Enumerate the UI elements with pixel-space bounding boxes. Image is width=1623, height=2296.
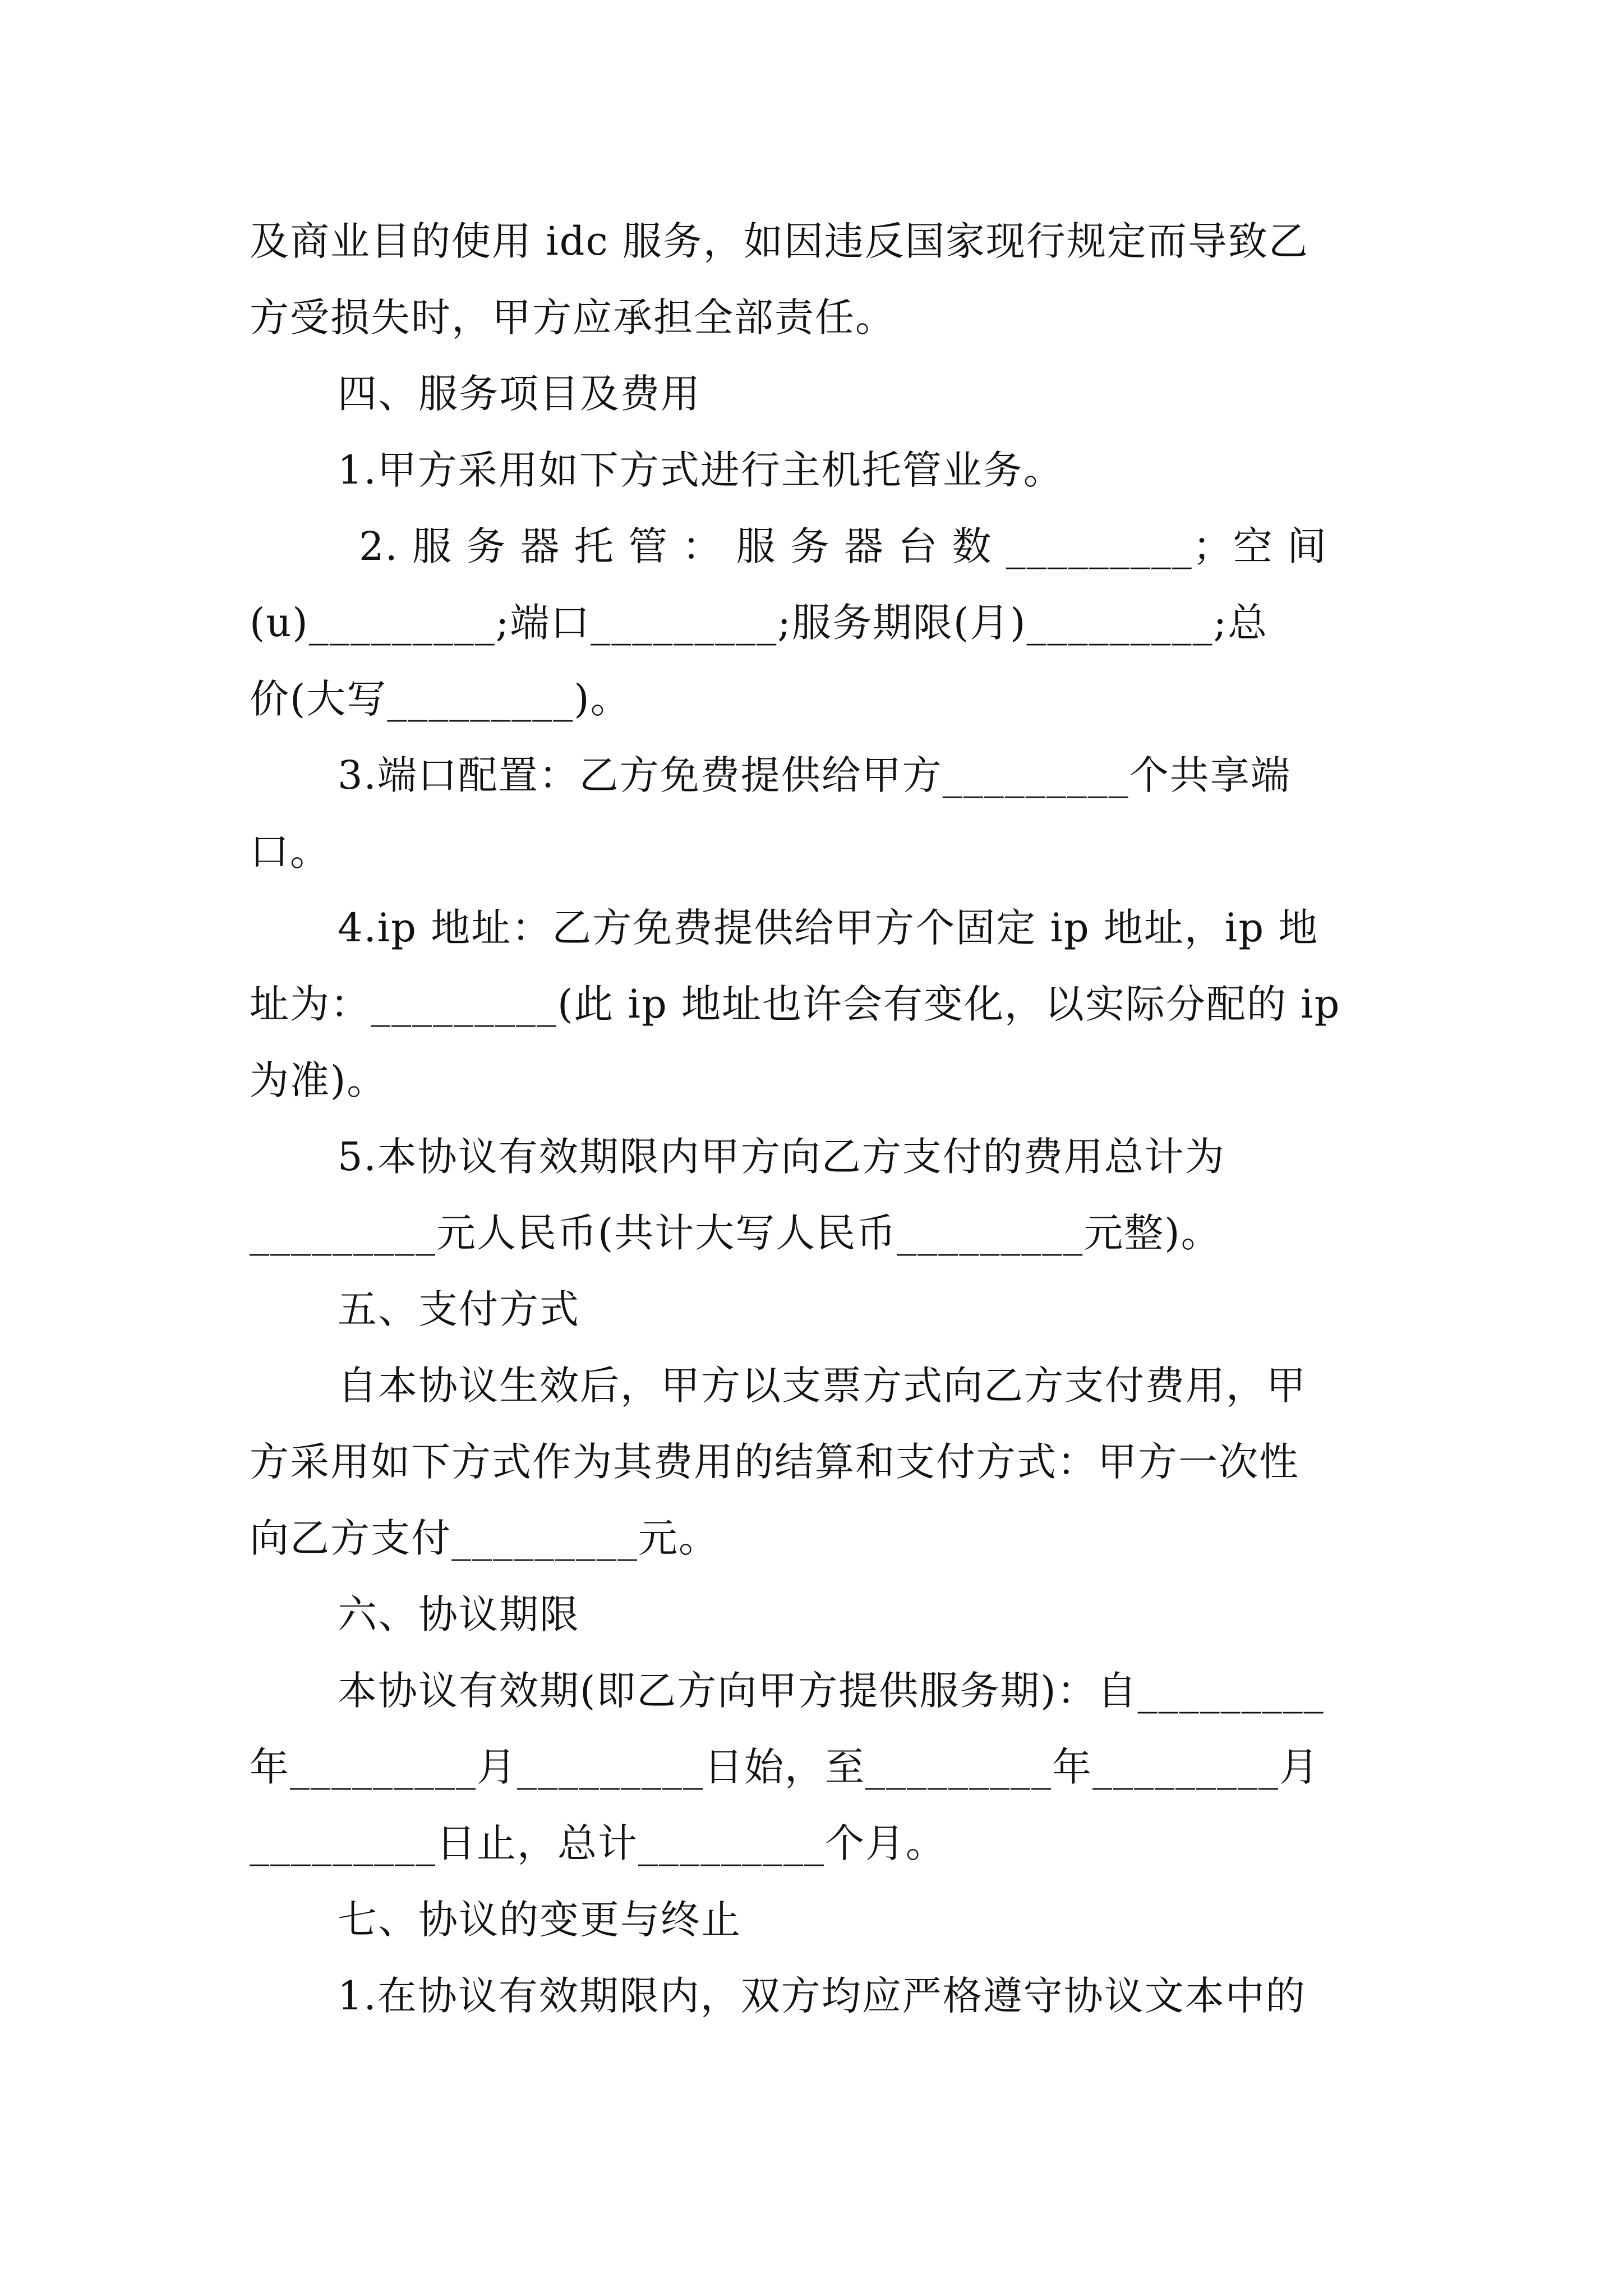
text-line-11: 址为：_________(此 ip 地址也许会有变化，以实际分配的 ip <box>250 981 1341 1027</box>
text-line-13: 5.本协议有效期限内甲方向乙方支付的费用总计为 <box>338 1134 1225 1180</box>
text-line-18: 向乙方支付_________元。 <box>250 1515 719 1561</box>
text-line-2: 方受损失时，甲方应承担全部责任。 <box>250 295 896 341</box>
text-line-5: 2. 服 务 器 托 管 ： 服 务 器 台 数 _________；空 间 <box>359 523 1328 569</box>
text-line-7: 价(大写_________)。 <box>250 676 631 722</box>
text-line-10: 4.ip 地址：乙方免费提供给甲方个固定 ip 地址，ip 地 <box>338 905 1319 951</box>
text-line-22: _________日止，总计_________个月。 <box>250 1820 946 1866</box>
text-line-17: 方采用如下方式作为其费用的结算和支付方式：甲方一次性 <box>250 1439 1299 1485</box>
text-line-14: _________元人民币(共计大写人民币_________元整)。 <box>250 1210 1221 1256</box>
text-line-20: 本协议有效期(即乙方向甲方提供服务期)：自_________ <box>338 1668 1325 1714</box>
text-line-21: 年_________月_________日始，至_________年_________月 <box>250 1744 1320 1790</box>
text-line-9: 口。 <box>250 829 330 875</box>
text-line-12: 为准)。 <box>250 1057 388 1103</box>
text-line-24: 1.在协议有效期限内，双方均应严格遵守协议文本中的 <box>338 1973 1306 2019</box>
section-heading-6: 六、协议期限 <box>338 1591 580 1637</box>
text-line-4: 1.甲方采用如下方式进行主机托管业务。 <box>338 447 1064 493</box>
text-line-8: 3.端口配置：乙方免费提供给甲方_________个共享端 <box>338 752 1291 798</box>
section-heading-7: 七、协议的变更与终止 <box>338 1897 741 1943</box>
text-line-1: 及商业目的使用 idc 服务，如因违反国家现行规定而导致乙 <box>250 218 1309 264</box>
text-line-16: 自本协议生效后，甲方以支票方式向乙方支付费用，甲 <box>338 1363 1307 1409</box>
section-heading-4: 四、服务项目及费用 <box>338 371 701 417</box>
section-heading-5: 五、支付方式 <box>338 1286 580 1332</box>
text-line-6: (u)_________;端口_________;服务期限(月)_________;总 <box>250 600 1269 646</box>
